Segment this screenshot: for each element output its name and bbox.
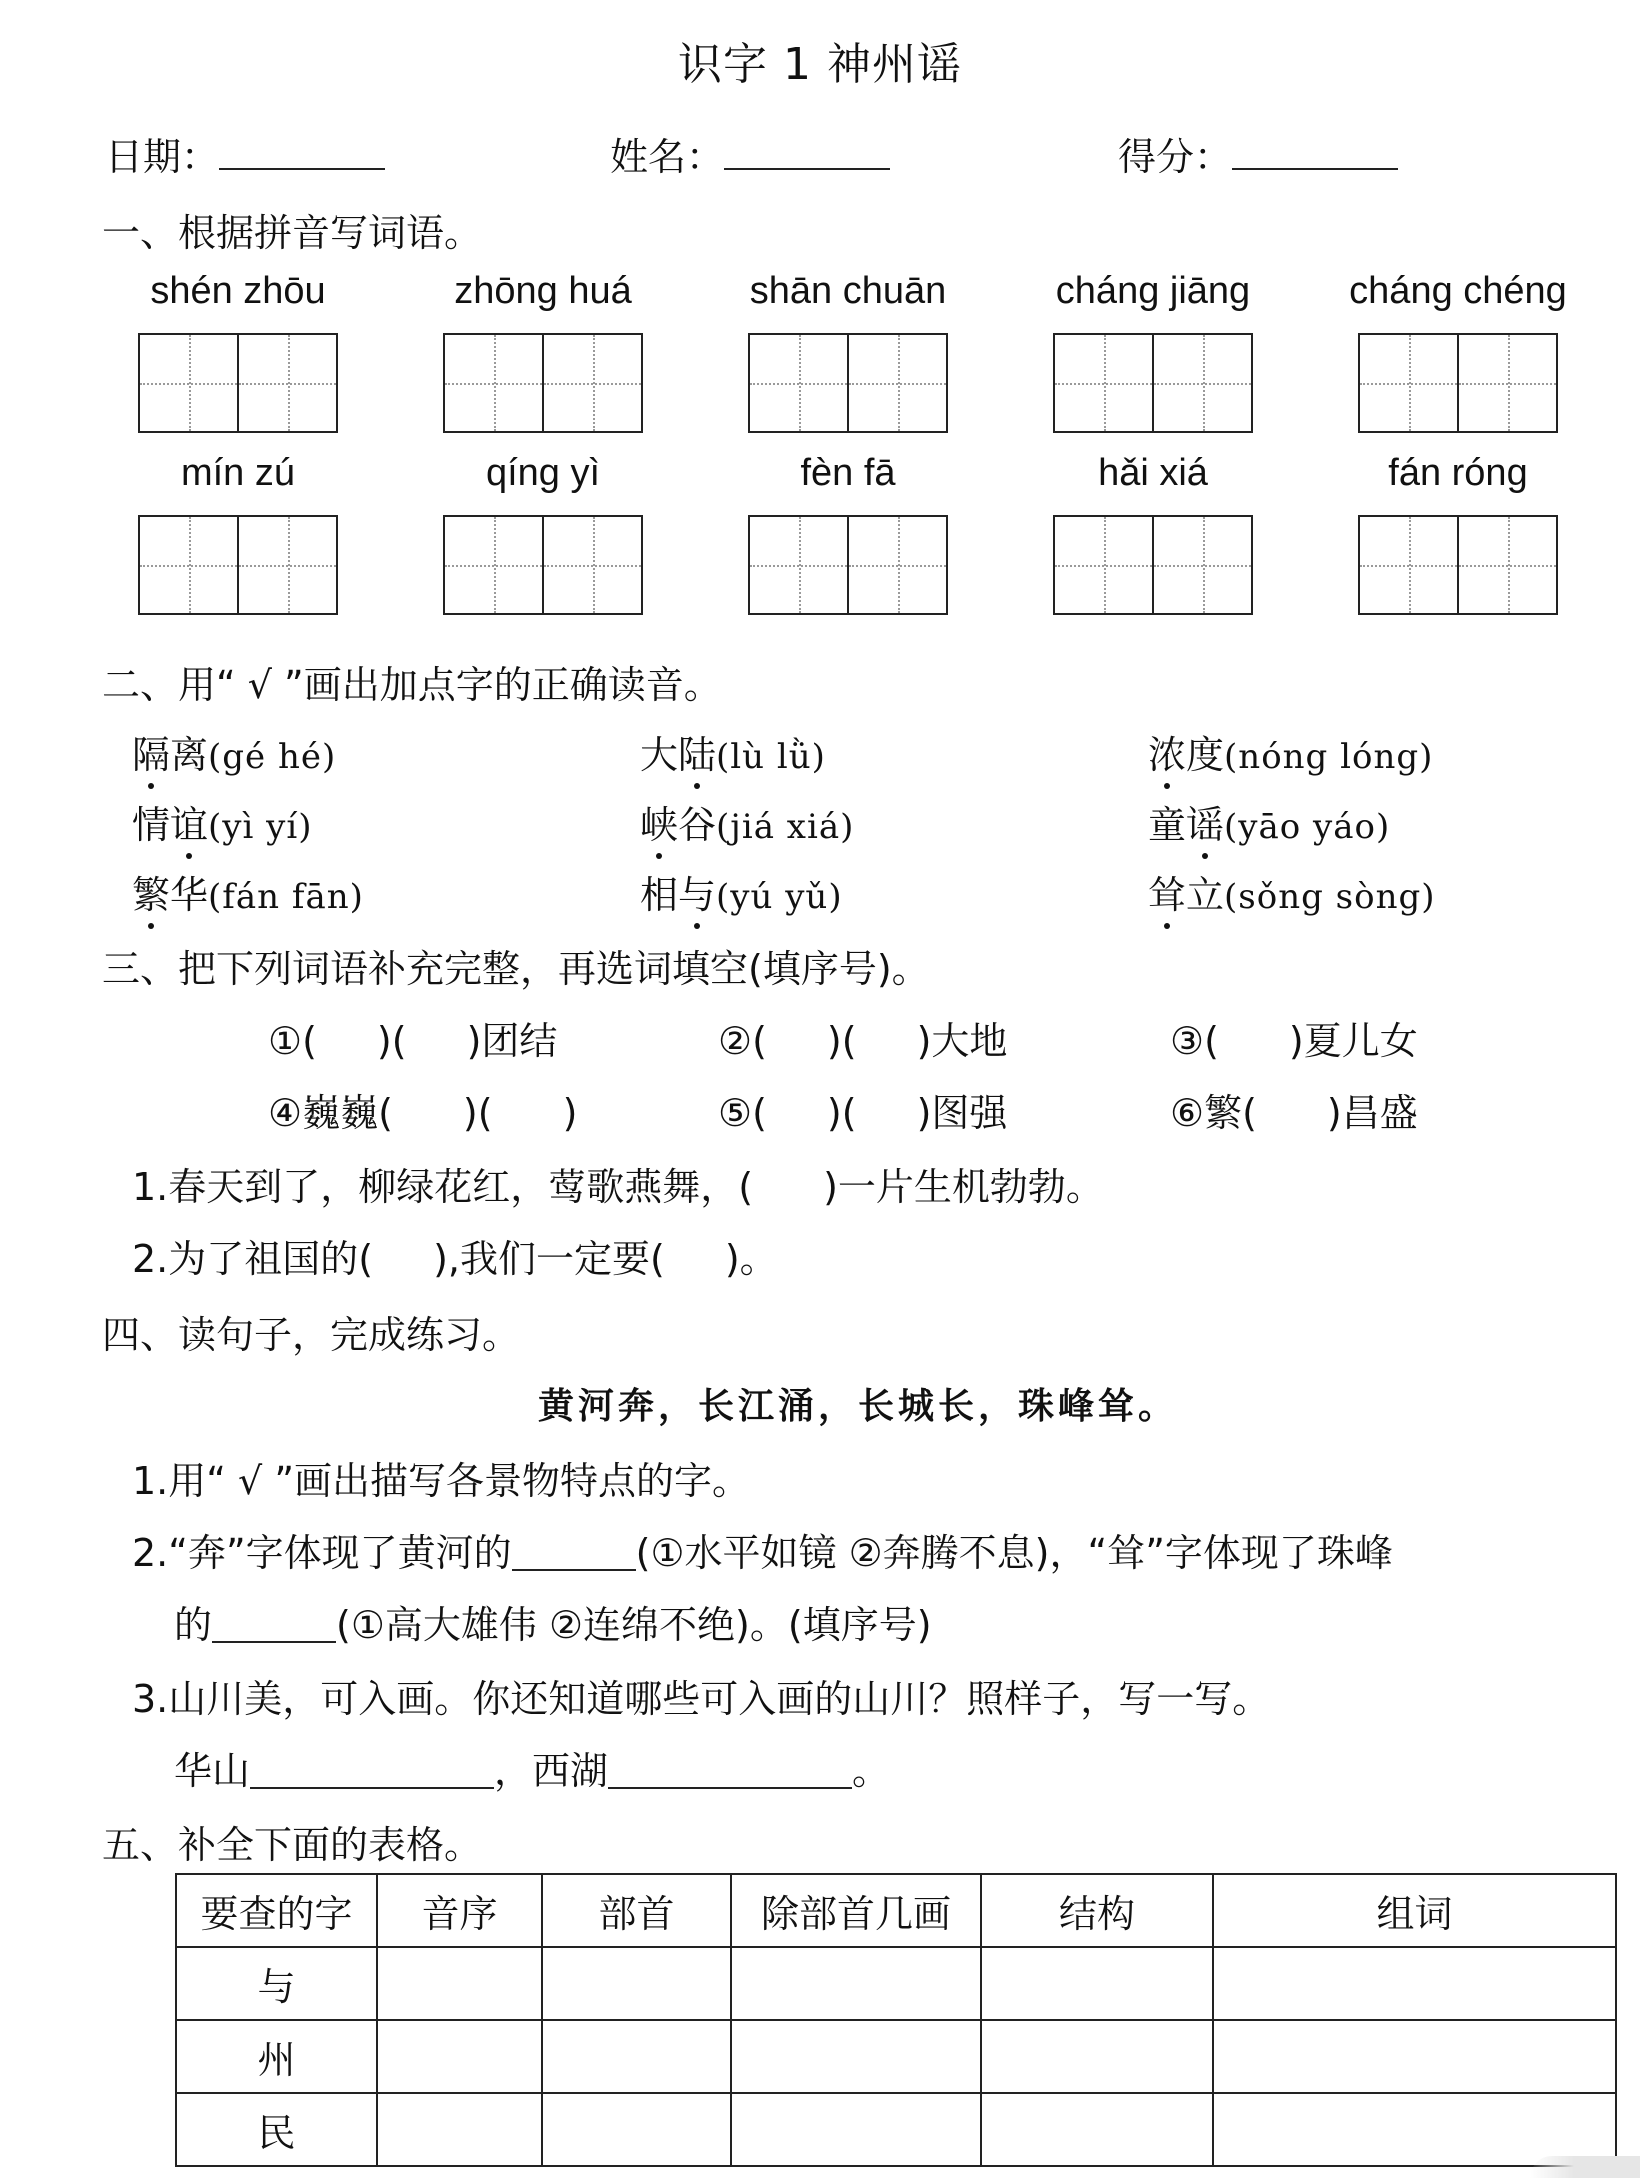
table-empty-cell[interactable] [542, 2093, 731, 2166]
phrase-item: ③( )夏儿女 [1170, 1019, 1418, 1063]
reading-word [640, 873, 716, 917]
answer-blank[interactable] [608, 1749, 852, 1789]
reading-word [132, 803, 208, 847]
pinyin-label: fèn fā [800, 452, 896, 494]
reading-question-3: 3.山川美，可入画。你还知道哪些可入画的山川？照样子，写一写。 [132, 1677, 1271, 1721]
pinyin-label: hǎi xiá [1098, 452, 1208, 494]
reading-word [1148, 803, 1224, 847]
page-title: 识字 1 神州谣 [678, 39, 962, 90]
dotted-character: 繁 [132, 864, 170, 919]
table-char-cell: 与 [176, 1947, 377, 2020]
table-header-cell: 组词 [1213, 1874, 1616, 1947]
pinyin-label: zhōng huá [454, 270, 632, 312]
writing-grid[interactable] [138, 515, 338, 615]
dotted-character: 浓 [1148, 724, 1186, 779]
character: 情 [132, 803, 171, 847]
name-blank[interactable] [724, 168, 890, 170]
pinyin-label: fán róng [1388, 452, 1528, 494]
table-char-cell: 民 [176, 2093, 377, 2166]
table-empty-cell[interactable] [377, 2093, 542, 2166]
character: 华 [170, 873, 209, 917]
character: 谷 [678, 803, 717, 847]
table-row [176, 1947, 1616, 2020]
date-field [105, 126, 385, 181]
pinyin-options[interactable]: (yāo yáo) [1224, 807, 1391, 847]
dotted-character: 谣 [1186, 794, 1224, 849]
reading-item [132, 724, 336, 779]
reading-question-2: 2.“奔”字体现了黄河的 (①水平如镜 ②奔腾不息)，“耸”字体现了珠峰 [132, 1531, 1393, 1575]
pinyin-options[interactable]: (fán fān) [208, 877, 364, 917]
table-row [176, 2093, 1616, 2166]
character: 立 [1186, 873, 1225, 917]
answer-blank[interactable] [512, 1531, 636, 1571]
section2-heading: 二、用“ √ ”画出加点字的正确读音。 [102, 663, 722, 707]
score-blank[interactable] [1232, 168, 1398, 170]
writing-grid[interactable] [1053, 333, 1253, 433]
phrase-item: ④巍巍( )( ) [268, 1091, 578, 1135]
pinyin-options[interactable]: (sǒng sòng) [1224, 877, 1436, 917]
reading-item [640, 864, 843, 919]
character: 大 [640, 733, 679, 777]
reading-word [132, 733, 208, 777]
poem-line: 黄河奔，长江涌，长城长，珠峰耸。 [538, 1385, 1179, 1427]
dotted-character: 耸 [1148, 864, 1186, 919]
reading-item [1148, 724, 1433, 779]
score-field [1118, 126, 1398, 181]
answer-blank[interactable] [250, 1749, 494, 1789]
table-empty-cell[interactable] [377, 1947, 542, 2020]
table-empty-cell[interactable] [731, 1947, 981, 2020]
pinyin-options[interactable]: (gé hé) [208, 737, 337, 777]
table-empty-cell[interactable] [981, 2093, 1213, 2166]
character: 度 [1186, 733, 1225, 777]
character: 童 [1148, 803, 1187, 847]
reading-item [640, 794, 854, 849]
dotted-character: 谊 [170, 794, 208, 849]
dotted-character: 陆 [678, 724, 716, 779]
section3-heading: 三、把下列词语补充完整，再选词填空(填序号)。 [102, 947, 930, 991]
table-empty-cell[interactable] [542, 2020, 731, 2093]
pinyin-label: shān chuān [749, 270, 947, 312]
table-header-cell: 要查的字 [176, 1874, 377, 1947]
table-empty-cell[interactable] [542, 1947, 731, 2020]
table-header-cell: 除部首几画 [731, 1874, 981, 1947]
writing-grid[interactable] [443, 515, 643, 615]
reading-question-3-example: 华山 ，西湖 。 [174, 1749, 891, 1793]
reading-question-2-cont: 的 (①高大雄伟 ②连绵不绝)。(填序号) [174, 1603, 932, 1647]
name-label: 姓名： [610, 135, 725, 179]
reading-word [640, 803, 716, 847]
table-header-cell: 部首 [542, 1874, 731, 1947]
table-empty-cell[interactable] [731, 2093, 981, 2166]
phrase-item: ⑤( )( )图强 [718, 1091, 1008, 1135]
section5-heading: 五、补全下面的表格。 [102, 1823, 483, 1867]
date-label: 日期： [105, 135, 220, 179]
phrase-item: ⑥繁( )昌盛 [1170, 1091, 1418, 1135]
character: 离 [170, 733, 209, 777]
dictionary-table [175, 1873, 1617, 2167]
dotted-character: 与 [678, 864, 716, 919]
pinyin-label: cháng jiāng [1055, 270, 1251, 312]
phrase-item: ①( )( )团结 [268, 1019, 558, 1063]
table-row [176, 2020, 1616, 2093]
pinyin-options[interactable]: (lù lǜ) [716, 737, 826, 777]
character: 相 [640, 873, 679, 917]
writing-grid[interactable] [138, 333, 338, 433]
pinyin-label: cháng chéng [1349, 270, 1567, 312]
reading-question-1: 1.用“ √ ”画出描写各景物特点的字。 [132, 1459, 751, 1503]
table-empty-cell[interactable] [1213, 2020, 1616, 2093]
reading-item [132, 794, 313, 849]
table-char-cell: 州 [176, 2020, 377, 2093]
table-header-cell: 结构 [981, 1874, 1213, 1947]
fill-question-2: 2.为了祖国的( ),我们一定要( )。 [132, 1237, 778, 1281]
reading-word [132, 873, 208, 917]
reading-word [1148, 873, 1224, 917]
pinyin-label: qíng yì [485, 452, 601, 494]
phrase-item: ②( )( )大地 [718, 1019, 1008, 1063]
writing-grid[interactable] [1358, 515, 1558, 615]
table-empty-cell[interactable] [377, 2020, 542, 2093]
table-header-row [176, 1874, 1616, 1947]
writing-grid[interactable] [1053, 515, 1253, 615]
date-blank[interactable] [219, 168, 385, 170]
writing-grid[interactable] [748, 515, 948, 615]
reading-word [640, 733, 716, 777]
table-empty-cell[interactable] [731, 2020, 981, 2093]
section4-heading: 四、读句子，完成练习。 [102, 1313, 521, 1357]
name-field [610, 126, 890, 181]
pinyin-options[interactable]: (yì yí) [208, 807, 313, 847]
dotted-character: 峡 [640, 794, 678, 849]
table-empty-cell[interactable] [981, 1947, 1213, 2020]
writing-grid[interactable] [748, 333, 948, 433]
pinyin-options[interactable]: (jiá xiá) [716, 807, 855, 847]
writing-grid[interactable] [443, 333, 643, 433]
pinyin-options[interactable]: (nóng lóng) [1224, 737, 1434, 777]
answer-blank[interactable] [212, 1603, 336, 1643]
section1-heading: 一、根据拼音写词语。 [102, 211, 483, 255]
table-header-cell: 音序 [377, 1874, 542, 1947]
pinyin-label: shén zhōu [150, 270, 326, 312]
fill-question-1: 1.春天到了，柳绿花红，莺歌燕舞，( )一片生机勃勃。 [132, 1165, 1104, 1209]
reading-item [1148, 864, 1436, 919]
table-empty-cell[interactable] [1213, 1947, 1616, 2020]
reading-item [132, 864, 364, 919]
pinyin-options[interactable]: (yú yǔ) [716, 877, 843, 917]
writing-grid[interactable] [1358, 333, 1558, 433]
reading-word [1148, 733, 1224, 777]
score-label: 得分： [1118, 135, 1233, 179]
reading-item [640, 724, 826, 779]
table-empty-cell[interactable] [981, 2020, 1213, 2093]
page-curl-shadow [1530, 2156, 1640, 2178]
pinyin-label: mín zú [180, 452, 296, 494]
dotted-character: 隔 [132, 724, 170, 779]
reading-item [1148, 794, 1390, 849]
